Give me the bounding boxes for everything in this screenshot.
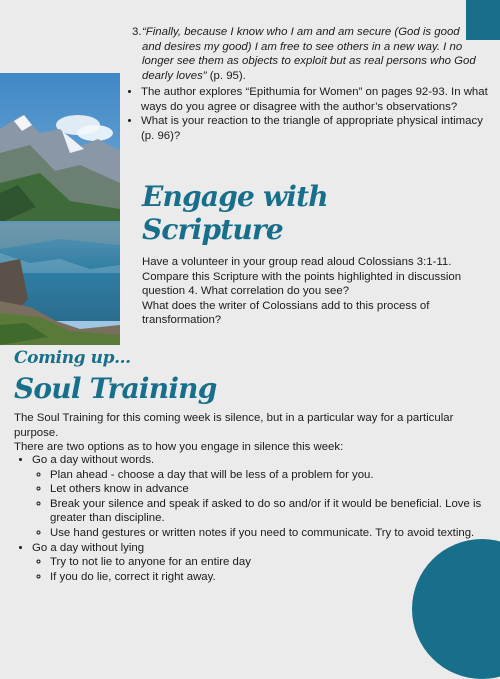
option-label: Go a day without words. bbox=[32, 454, 155, 466]
option-item bbox=[32, 453, 500, 541]
sub-item: ◦ Try to not lie to anyone for an entire day bbox=[50, 555, 500, 570]
discussion-bullets bbox=[127, 85, 491, 143]
sub-item: ◦ Plan ahead - choose a day that will be less of a problem for you. bbox=[50, 468, 500, 483]
mountain-lake-photo bbox=[0, 73, 120, 345]
heading-line: Scripture bbox=[142, 213, 283, 246]
paragraph: The Soul Training for this coming week is silence, but in a particular way for a particular purpose. bbox=[14, 412, 454, 439]
soul-training-intro bbox=[14, 411, 484, 455]
item-number: 3. bbox=[132, 26, 142, 38]
paragraph: What does the writer of Colossians add to this process of transformation? bbox=[142, 299, 430, 327]
quote-text: “Finally, because I know who I am and am secure (God is good and desires my good) I am free to see others in a new way. I no longer see them as objects to exploit but as real persons who God dearly loves” bbox=[142, 26, 476, 82]
soul-training-heading: Soul Training bbox=[14, 372, 217, 405]
list-item bbox=[132, 25, 478, 83]
item-text bbox=[142, 25, 478, 83]
sub-item: ◦ Let others know in advance bbox=[50, 482, 500, 497]
sub-item: ◦ If you do lie, correct it right away. bbox=[50, 570, 500, 585]
heading-line: Engage with bbox=[142, 180, 328, 213]
engage-body bbox=[142, 255, 487, 328]
list-item: • The author explores “Epithumia for Women” on pages 92-93. In what ways do you agree or disagree with the author’s observations? bbox=[141, 85, 491, 114]
list-item: • What is your reaction to the triangle of appropriate physical intimacy (p. 96)? bbox=[141, 114, 491, 143]
paragraph: There are two options as to how you engage in silence this week: bbox=[14, 441, 344, 454]
engage-heading bbox=[142, 180, 328, 246]
sub-item: ◦ Break your silence and speak if asked to do so and/or if it would be beneficial. Love is greater than discipline. bbox=[50, 497, 500, 526]
page-reference: (p. 95). bbox=[206, 69, 246, 82]
paragraph: Have a volunteer in your group read aloud Colossians 3:1-11. Compare this Scripture with the points highlighted in discussion question 4. What correlation do you see? bbox=[142, 256, 462, 298]
sub-item: ◦ Use hand gestures or written notes if you need to communicate. Try to avoid texting. bbox=[50, 526, 500, 541]
option-sublist bbox=[32, 468, 500, 541]
option-label: Go a day without lying bbox=[32, 541, 145, 554]
coming-up-label: Coming up... bbox=[14, 348, 131, 368]
discussion-question-3 bbox=[132, 25, 478, 83]
